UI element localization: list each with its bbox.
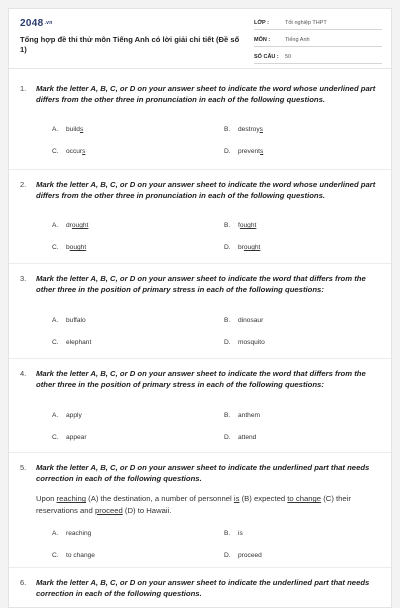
question-prompt: Mark the letter A, B, C, or D on your answer sheet to indicate the word whose underlined part differs from the other three in pronunciation in each of the following questions. [36,180,376,201]
option-b[interactable] [224,317,263,324]
option-letter: A. [52,222,59,229]
meta-label: LỚP : [254,19,269,26]
question-header [20,368,380,390]
option-d[interactable] [224,434,256,441]
logo-text: 2048 [20,18,44,29]
answer-options [52,530,392,578]
option-a[interactable] [52,317,86,324]
option-text: dr [66,222,72,229]
question-6 [20,577,380,599]
option-letter: C. [52,339,59,346]
option-text: anthem [238,412,260,419]
option-letter: C. [52,552,59,559]
question-divider [9,169,392,170]
option-text: mosquito [238,339,265,346]
option-d[interactable] [224,148,263,155]
option-text: b [66,244,70,251]
underlined-segment: is [233,494,240,504]
option-a[interactable] [52,222,88,229]
question-number: 1. [20,84,27,93]
question-4 [20,368,380,390]
question-divider [9,452,392,453]
document-title: Tổng hợp đề thi thử môn Tiếng Anh có lời giải chi tiết (Đề số 1) [20,35,240,54]
underlined-segment: reaching [56,494,87,504]
document-header [9,9,391,69]
option-text: elephant [66,339,92,346]
option-underlined-part: s [260,148,264,155]
option-b[interactable] [224,126,263,133]
option-c[interactable] [52,339,91,346]
option-underlined-part: s [79,126,84,133]
option-letter: B. [224,222,231,229]
site-logo[interactable] [20,18,53,29]
option-letter: B. [224,126,231,133]
option-text: attend [238,434,257,441]
option-letter: A. [52,530,59,537]
option-text: f [238,222,240,229]
question-number: 3. [20,274,27,283]
question-number: 2. [20,180,27,189]
meta-count [254,50,382,64]
option-c[interactable] [52,552,95,559]
option-text: build [66,126,80,133]
option-d[interactable] [224,339,265,346]
option-text: destroy [238,126,260,133]
logo-suffix: .vn [44,20,53,27]
meta-label: MÔN : [254,36,271,43]
option-letter: D. [224,148,231,155]
underlined-segment: proceed [94,505,123,515]
question-divider [9,358,392,359]
option-text: to change [66,552,95,559]
option-d[interactable] [224,244,260,251]
question-5 [20,462,380,516]
question-2 [20,179,380,201]
underlined-segment: to change [287,494,322,504]
option-underlined-part: ought [243,244,261,251]
question-3 [20,273,380,295]
option-b[interactable] [224,222,256,229]
option-letter: B. [224,412,231,419]
option-text: is [238,530,243,537]
question-prompt: Mark the letter A, B, C, or D on your answer sheet to indicate the underlined part that needs correction in each of the following questions. [36,578,370,599]
option-letter: A. [52,317,59,324]
option-a[interactable] [52,530,91,537]
question-header [20,273,380,295]
option-underlined-part: ought [69,244,87,251]
question-prompt: Mark the letter A, B, C, or D on your answer sheet to indicate the word that differs from the other three in the position of primary stress in each of the following questions: [36,274,366,295]
option-c[interactable] [52,244,86,251]
question-prompt: Mark the letter A, B, C, or D on your answer sheet to indicate the underlined part that needs correction in each of the following questions. [36,463,370,484]
option-letter: B. [224,317,231,324]
passage-segment: (B) expected [239,494,288,504]
option-text: prevent [238,148,260,155]
option-underlined-part: ought [71,222,89,229]
option-b[interactable] [224,530,243,537]
option-letter: D. [224,244,231,251]
question-prompt: Mark the letter A, B, C, or D on your answer sheet to indicate the word whose underlined part differs from the other three in pronunciation in each of the following questions. [36,84,376,105]
question-divider [9,567,392,568]
meta-value: 50 [285,53,292,60]
document-meta [254,16,382,67]
passage-segment: (C) their reservations and [36,494,351,515]
question-passage [36,493,380,515]
question-header [20,577,380,599]
option-letter: A. [52,412,59,419]
passage-segment: (A) the destination, a number of personnel [86,494,234,504]
option-text: buffalo [66,317,86,324]
option-text: dinosaur [238,317,264,324]
option-text: br [238,244,244,251]
answer-options [52,126,392,174]
meta-subject [254,33,382,47]
question-header [20,179,380,201]
option-letter: A. [52,126,59,133]
option-a[interactable] [52,412,82,419]
passage-segment: (D) to Hawaii. [122,505,172,515]
option-text: reaching [66,530,92,537]
question-divider [9,263,392,264]
option-c[interactable] [52,148,85,155]
question-number: 4. [20,369,27,378]
question-header [20,83,380,105]
option-letter: B. [224,530,231,537]
option-letter: C. [52,244,59,251]
passage-segment: Upon [36,494,57,504]
option-a[interactable] [52,126,83,133]
option-text: appear [66,434,87,441]
question-number: 5. [20,463,27,472]
option-underlined-part: s [82,148,86,155]
option-letter: D. [224,339,231,346]
document-page [8,8,392,608]
question-header [20,462,380,484]
option-letter: D. [224,552,231,559]
option-c[interactable] [52,434,87,441]
option-underlined-part: ought [239,222,257,229]
meta-value: Tiếng Anh [285,36,310,43]
option-text: proceed [238,552,262,559]
question-prompt: Mark the letter A, B, C, or D on your answer sheet to indicate the word that differs from the other three in the position of primary stress in each of the following questions: [36,369,366,390]
option-letter: C. [52,434,59,441]
option-letter: D. [224,434,231,441]
question-number: 6. [20,578,27,587]
option-d[interactable] [224,552,262,559]
question-1 [20,83,380,105]
option-underlined-part: s [259,126,263,133]
option-letter: C. [52,148,59,155]
option-text: apply [66,412,82,419]
meta-value: Tốt nghiệp THPT [285,19,327,26]
option-b[interactable] [224,412,260,419]
meta-class [254,16,382,30]
meta-label: SỐ CÂU : [254,53,279,60]
option-text: occur [66,148,83,155]
